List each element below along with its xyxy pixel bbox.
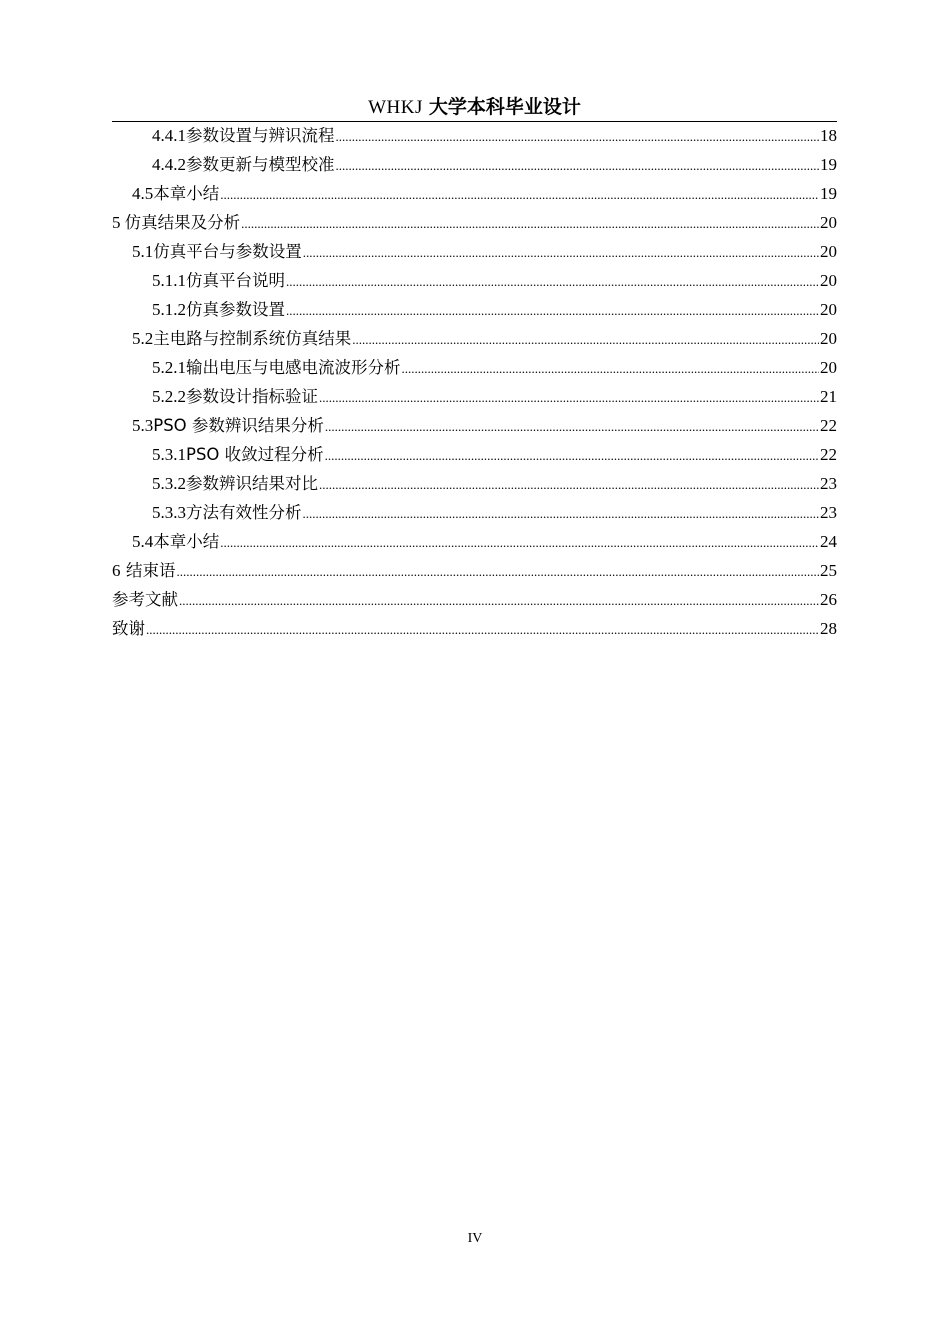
- toc-dot-leader: [402, 354, 820, 383]
- toc-entry-page: 25: [820, 561, 837, 580]
- toc-entry-page: 20: [820, 213, 837, 232]
- toc-dot-leader: [303, 499, 820, 528]
- toc-entry-title: 主电路与控制系统仿真结果: [153, 329, 352, 348]
- toc-entry-title: 参考文献: [112, 590, 178, 609]
- toc-entry[interactable]: [112, 556, 837, 585]
- toc-entry-title: 参数辨识结果对比: [186, 474, 318, 493]
- toc-entry[interactable]: [112, 382, 837, 411]
- toc-entry[interactable]: [112, 469, 837, 498]
- toc-dot-leader: [319, 383, 819, 412]
- toc-dot-leader: [336, 151, 820, 180]
- header-cjk-text: 大学本科毕业设计: [428, 96, 581, 118]
- toc-entry[interactable]: [112, 237, 837, 266]
- toc-entry-number: 5.3: [132, 416, 154, 435]
- toc-entry[interactable]: [112, 498, 837, 527]
- toc-entry-number: 5.4: [132, 532, 154, 551]
- toc-entry-number: 5.1: [132, 242, 154, 261]
- toc-entry[interactable]: [112, 179, 837, 208]
- toc-entry-title: 仿真参数设置: [186, 300, 285, 319]
- toc-entry-page: 20: [820, 358, 837, 377]
- toc-entry[interactable]: [112, 324, 837, 353]
- toc-entry-number: 5.2.1: [152, 358, 186, 377]
- toc-entry-title: 本章小结: [153, 184, 220, 203]
- toc-entry[interactable]: [112, 295, 837, 324]
- toc-entry[interactable]: [112, 353, 837, 382]
- toc-dot-leader: [146, 615, 819, 644]
- toc-entry-title: 结束语: [126, 561, 176, 580]
- toc-entry[interactable]: [112, 585, 837, 614]
- toc-entry[interactable]: [112, 266, 837, 295]
- toc-entry-title: PSO 参数辨识结果分析: [153, 416, 324, 435]
- toc-dot-leader: [179, 586, 819, 615]
- toc-entry[interactable]: [112, 411, 837, 440]
- toc-entry-page: 20: [820, 242, 837, 261]
- toc-dot-leader: [319, 470, 819, 499]
- toc-dot-leader: [325, 441, 819, 470]
- toc-entry-page: 19: [820, 155, 837, 174]
- toc-entry-title: 方法有效性分析: [186, 503, 302, 522]
- toc-entry-page: 28: [820, 619, 837, 638]
- toc-dot-leader: [336, 122, 820, 151]
- toc-entry-title: 参数更新与模型校准: [186, 155, 335, 174]
- toc-entry-title: 输出电压与电感电流波形分析: [186, 358, 401, 377]
- toc-entry[interactable]: [112, 121, 837, 150]
- toc-entry-number: 5.1.2: [152, 300, 186, 319]
- toc-dot-leader: [303, 238, 819, 267]
- table-of-contents: [112, 121, 837, 643]
- toc-dot-leader: [286, 267, 819, 296]
- toc-entry[interactable]: [112, 150, 837, 179]
- toc-entry-page: 24: [820, 532, 837, 551]
- toc-dot-leader: [286, 296, 819, 325]
- toc-entry-number: 5.2: [132, 329, 154, 348]
- toc-entry-number: 6: [112, 561, 121, 580]
- toc-entry[interactable]: [112, 208, 837, 237]
- toc-entry-number: 5.3.2: [152, 474, 186, 493]
- toc-entry-page: 20: [820, 300, 837, 319]
- header-latin-text: WHKJ: [368, 97, 423, 118]
- toc-entry-number: 4.4.1: [152, 126, 186, 145]
- toc-dot-leader: [220, 180, 819, 209]
- toc-dot-leader: [177, 557, 819, 586]
- toc-entry-title: 仿真结果及分析: [124, 213, 241, 232]
- toc-entry-number: 4.5: [132, 184, 154, 203]
- toc-entry-title: 仿真平台与参数设置: [153, 242, 302, 261]
- toc-entry-page: 19: [820, 184, 837, 203]
- toc-entry-page: 23: [820, 474, 837, 493]
- page-header: [112, 94, 837, 120]
- toc-entry-title: 参数设计指标验证: [186, 387, 318, 406]
- toc-dot-leader: [325, 412, 819, 441]
- page-number: IV: [467, 1231, 483, 1246]
- toc-entry-title: 致谢: [112, 619, 145, 638]
- toc-entry-page: 21: [820, 387, 837, 406]
- toc-entry-title: 仿真平台说明: [186, 271, 285, 290]
- toc-entry-title: PSO 收敛过程分析: [186, 445, 324, 464]
- toc-entry-page: 22: [820, 416, 837, 435]
- toc-entry-title: 本章小结: [153, 532, 220, 551]
- toc-entry-number: 4.4.2: [152, 155, 186, 174]
- toc-entry-number: 5.1.1: [152, 271, 186, 290]
- toc-entry-page: 26: [820, 590, 837, 609]
- toc-dot-leader: [220, 528, 819, 557]
- toc-entry-page: 18: [820, 126, 837, 145]
- toc-entry[interactable]: [112, 527, 837, 556]
- toc-entry-page: 20: [820, 271, 837, 290]
- toc-entry-page: 20: [820, 329, 837, 348]
- toc-entry-number: 5.3.3: [152, 503, 186, 522]
- toc-dot-leader: [241, 209, 819, 238]
- toc-entry[interactable]: [112, 440, 837, 469]
- toc-entry[interactable]: [112, 614, 837, 643]
- toc-entry-number: 5: [112, 213, 121, 232]
- toc-dot-leader: [352, 325, 819, 354]
- toc-entry-number: 5.3.1: [152, 445, 186, 464]
- toc-entry-page: 23: [820, 503, 837, 522]
- toc-entry-number: 5.2.2: [152, 387, 186, 406]
- toc-entry-page: 22: [820, 445, 837, 464]
- toc-entry-title: 参数设置与辨识流程: [186, 126, 335, 145]
